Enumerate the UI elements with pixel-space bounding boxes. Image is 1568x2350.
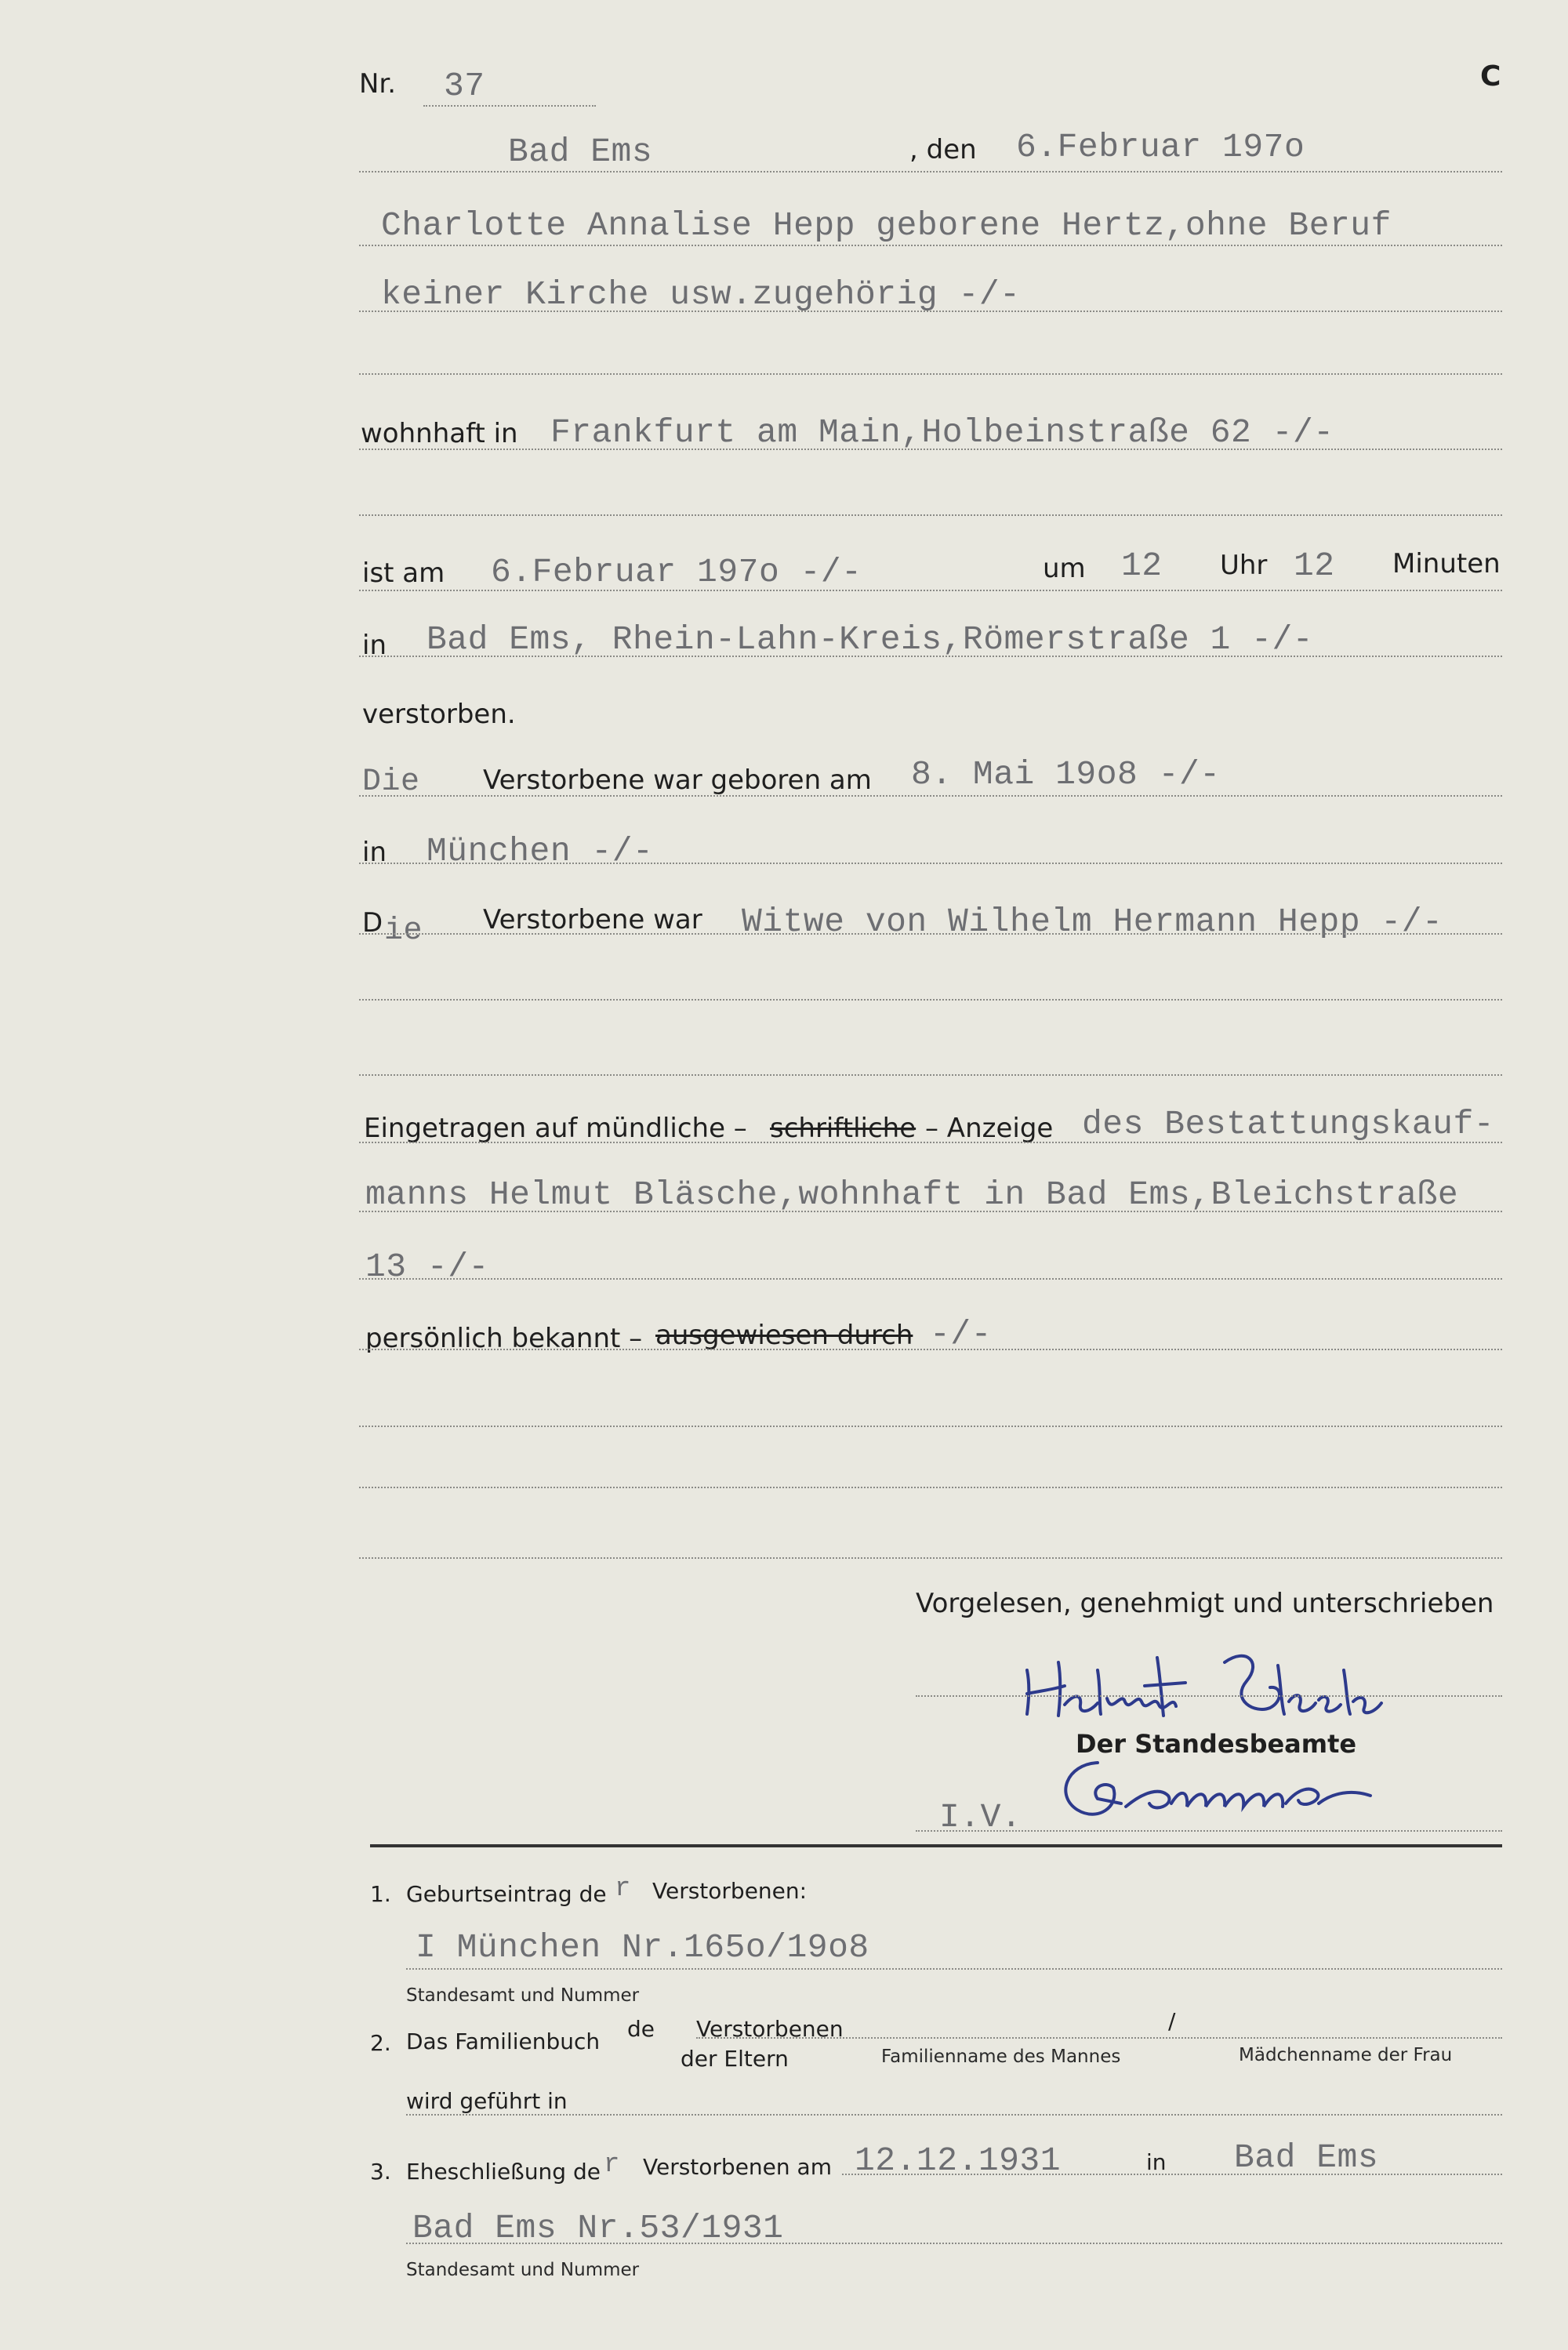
blank-line-5 [359, 1426, 1502, 1427]
item2-gefuehrt: wird geführt in [406, 2088, 568, 2114]
marital-status: Witwe von Wilhelm Hermann Hepp -/- [742, 903, 1443, 941]
schriftliche-struck: schriftliche [770, 1113, 916, 1144]
item2-number: 2. [370, 2030, 391, 2056]
d-label: D [362, 907, 383, 939]
item3-line [842, 2174, 1502, 2175]
bekannt-label: persönlich bekannt – [365, 1323, 643, 1354]
residence-value: Frankfurt am Main,Holbeinstraße 62 -/- [550, 413, 1334, 452]
marital-text-label: Verstorbene war [483, 904, 702, 935]
item2-caption-mann: Familienname des Mannes [881, 2047, 1121, 2067]
number-underline [423, 105, 596, 107]
den-label: , den [909, 134, 977, 165]
item3-date: 12.12.1931 [855, 2141, 1062, 2180]
item3-caption: Standesamt und Nummer [406, 2260, 640, 2280]
death-in-label: in [362, 630, 387, 661]
item1-number: 1. [370, 1881, 391, 1907]
item2-verstorbenen: Verstorbenen [696, 2016, 844, 2042]
blank-line-3 [359, 999, 1502, 1001]
informant-line-2: manns Helmut Bläsche,wohnhaft in Bad Ems,Bleichstraße [365, 1175, 1459, 1214]
die-typed: Die [362, 765, 420, 800]
informant-line-2-rule [359, 1211, 1502, 1212]
ist-am-label: ist am [362, 558, 445, 589]
form-letter: C [1480, 60, 1501, 93]
registration-place: Bad Ems [508, 133, 653, 171]
item1-caption: Standesamt und Nummer [406, 1985, 640, 2006]
death-place: Bad Ems, Rhein-Lahn-Kreis,Römerstraße 1 -/- [426, 620, 1314, 659]
official-signature-line [916, 1830, 1502, 1832]
informant-line-1: des Bestattungskauf- [1082, 1105, 1495, 1143]
minuten-label: Minuten [1392, 548, 1501, 579]
item3-in: in [1146, 2149, 1167, 2175]
marital-line [359, 933, 1502, 935]
item3-label-b: Verstorbenen am [643, 2154, 832, 2180]
death-place-line [359, 656, 1502, 657]
blank-line-6 [359, 1487, 1502, 1488]
blank-line-7 [359, 1557, 1502, 1559]
informant-signature [1019, 1639, 1396, 1733]
birth-place: München -/- [426, 832, 654, 870]
item3-typed-r: r [604, 2150, 620, 2180]
death-hour: 12 [1121, 547, 1163, 585]
birth-date: 8. Mai 19o8 -/- [911, 755, 1221, 794]
vorgelesen-text: Vorgelesen, genehmigt und unterschrieben [916, 1588, 1494, 1619]
verstorben-label: verstorben. [362, 699, 516, 730]
death-minutes: 12 [1294, 547, 1335, 585]
item2-caption-frau: Mädchenname der Frau [1239, 2045, 1453, 2065]
blank-line-2 [359, 514, 1502, 516]
eingetragen-label: Eingetragen auf mündliche – [364, 1113, 747, 1144]
birth-in-label: in [362, 837, 387, 868]
informant-line-3-rule [359, 1278, 1502, 1280]
ausgewiesen-struck: ausgewiesen durch [655, 1320, 913, 1351]
item1-label-b: Verstorbenen: [652, 1878, 808, 1904]
footer-divider [370, 1844, 1502, 1847]
iv-typed: I.V. [939, 1798, 1022, 1836]
blank-line-1 [359, 373, 1502, 375]
item2-slash: / [1168, 2008, 1176, 2034]
item3-number: 3. [370, 2159, 391, 2185]
anzeige-label: – Anzeige [925, 1113, 1054, 1144]
informant-line-3: 13 -/- [365, 1248, 489, 1286]
bekannt-value: -/- [930, 1315, 992, 1353]
birth-place-line [359, 863, 1502, 864]
place-date-line [359, 171, 1502, 173]
item2-der-eltern: der Eltern [681, 2046, 789, 2072]
name-line [359, 245, 1502, 246]
item3-value-line [406, 2243, 1502, 2244]
standesbeamte-label: Der Standesbeamte [1076, 1729, 1357, 1759]
bekannt-line [359, 1349, 1502, 1350]
birth-date-line [359, 795, 1502, 797]
official-signature [1051, 1741, 1388, 1835]
death-date: 6.Februar 197o -/- [491, 553, 862, 591]
residence-line [359, 449, 1502, 450]
item2-de: de [627, 2016, 655, 2042]
item1-label-a: Geburtseintrag de [406, 1881, 607, 1907]
birth-text-label: Verstorbene war geboren am [483, 765, 872, 796]
item3-label-a: Eheschließung de [406, 2159, 601, 2185]
item1-typed-r: r [615, 1874, 631, 1904]
um-label: um [1043, 553, 1086, 584]
item3-place: Bad Ems [1234, 2138, 1379, 2177]
register-number: 37 [444, 67, 485, 105]
uhr-label: Uhr [1220, 550, 1268, 581]
item2-line [696, 2037, 1502, 2039]
informant-line-1-rule [359, 1142, 1502, 1143]
nr-label: Nr. [359, 68, 397, 100]
item3-value: Bad Ems Nr.53/1931 [412, 2209, 784, 2247]
religion-line [359, 311, 1502, 312]
deceased-name-occupation: Charlotte Annalise Hepp geborene Hertz,ohne Beruf [381, 206, 1392, 245]
item2-label: Das Familienbuch [406, 2029, 601, 2054]
registration-date: 6.Februar 197o [1016, 128, 1305, 166]
informant-signature-line [916, 1695, 1502, 1697]
blank-line-4 [359, 1074, 1502, 1076]
informant-signature-text: Helmut Bläsche [1019, 1639, 1025, 1640]
official-signature-text: Gemmer [1051, 1741, 1054, 1742]
item1-value: I München Nr.165o/19o8 [416, 1928, 869, 1967]
deceased-religion: keiner Kirche usw.zugehörig -/- [381, 275, 1021, 314]
residence-label: wohnhaft in [361, 418, 518, 449]
ie-typed: ie [384, 913, 423, 949]
item2-gefuehrt-line [406, 2114, 1502, 2116]
item1-line [406, 1968, 1502, 1970]
death-time-line [359, 590, 1502, 591]
